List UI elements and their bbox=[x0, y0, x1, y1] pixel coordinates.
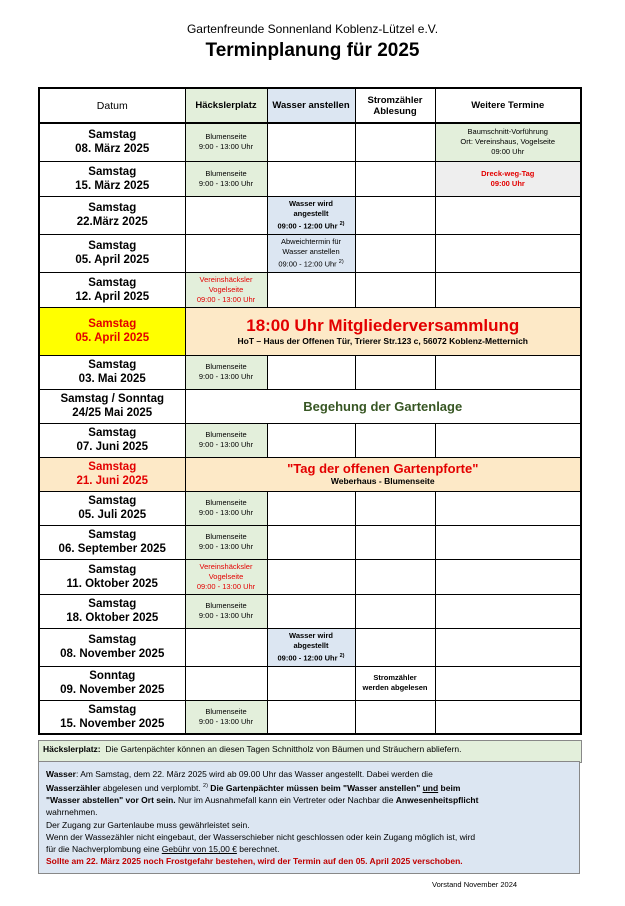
strom-cell bbox=[355, 123, 435, 161]
date-cell: Samstag 08. März 2025 bbox=[39, 123, 185, 161]
table-row bbox=[39, 234, 581, 272]
event-place: Weberhaus - Blumenseite bbox=[330, 476, 435, 486]
strom-cell bbox=[355, 196, 435, 234]
haecksler-cell: Blumenseite 9:00 - 13:00 Uhr bbox=[185, 123, 267, 161]
haecksler-cell: Blumenseite 9:00 - 13:00 Uhr bbox=[185, 700, 267, 734]
date-cell: Samstag 05. April 2025 bbox=[39, 307, 185, 355]
date-cell: Samstag 12. April 2025 bbox=[39, 272, 185, 307]
wasser-cell: Wasser wird abgestellt 09:00 - 12:00 Uhr $^{2)}$ bbox=[267, 628, 355, 666]
strom-cell bbox=[355, 491, 435, 525]
date-cell: Samstag 06. September 2025 bbox=[39, 525, 185, 559]
wasser-note: Wasser: Am Samstag, dem 22. März 2025 wird ab 09.00 Uhr das Wasser angestellt. Dabei werden die Wasserzähler abgelesen und verplombt. $^{2)}$ Die Gartenpächter müssen beim "Wasser anstellen" und beim "Wasser abstellen" vor Ort sein. Nur im Ausnahmefall kann ein Vertreter oder Nachbar die Anwesenheitspflicht wahrnehmen. Der Zugang zur Gartenlaube muss gewährleistet sein. Wenn der Wassezähler nicht eingebaut, der Wasserschieber nicht geschlossen oder kein Zugang möglich ist, wird für die Nachverplombung eine Gebühr von 15,00 € berechnet. Sollte am 22. März 2025 noch Frostgefahr bestehen, wird der Termin auf den 05. April 2025 verschoben. bbox=[38, 761, 580, 874]
table-row bbox=[39, 389, 581, 423]
weitere-cell bbox=[435, 196, 581, 234]
table-row bbox=[39, 123, 581, 161]
strom-cell bbox=[355, 234, 435, 272]
table-row bbox=[39, 700, 581, 734]
strom-cell bbox=[355, 525, 435, 559]
haecksler-cell: Vereinshäcksler Vogelseite 09:00 - 13:00 Uhr bbox=[185, 272, 267, 307]
weitere-cell bbox=[435, 628, 581, 666]
col-strom: Stromzähler Ablesung bbox=[355, 88, 435, 123]
wasser-cell bbox=[267, 594, 355, 628]
table-row bbox=[39, 559, 581, 594]
date-cell: Samstag 05. April 2025 bbox=[39, 234, 185, 272]
event-cell bbox=[185, 457, 581, 491]
strom-cell: Stromzähler werden abgelesen bbox=[355, 666, 435, 700]
table-row bbox=[39, 196, 581, 234]
wasser-cell: Wasser wird angestellt 09:00 - 12:00 Uhr $^{2)}$ bbox=[267, 196, 355, 234]
weitere-cell bbox=[435, 594, 581, 628]
col-datum: Datum bbox=[39, 88, 185, 123]
date-cell: Samstag 03. Mai 2025 bbox=[39, 355, 185, 389]
date-cell: Samstag 05. Juli 2025 bbox=[39, 491, 185, 525]
col-wasser: Wasser anstellen bbox=[267, 88, 355, 123]
table-row bbox=[39, 628, 581, 666]
table-row bbox=[39, 594, 581, 628]
haecksler-cell: Blumenseite 9:00 - 13:00 Uhr bbox=[185, 594, 267, 628]
weitere-cell bbox=[435, 491, 581, 525]
haecksler-cell: Blumenseite 9:00 - 13:00 Uhr bbox=[185, 355, 267, 389]
wasser-cell bbox=[267, 123, 355, 161]
date-cell: Samstag 21. Juni 2025 bbox=[39, 457, 185, 491]
event-cell: Begehung der Gartenlage bbox=[185, 389, 581, 423]
date-cell: Samstag 07. Juni 2025 bbox=[39, 423, 185, 457]
haecksler-cell: Blumenseite 9:00 - 13:00 Uhr bbox=[185, 161, 267, 196]
wasser-cell bbox=[267, 525, 355, 559]
weitere-cell: Baumschnitt-Vorführung Ort: Vereinshaus, Vogelseite 09:00 Uhr bbox=[435, 123, 581, 161]
date-cell: Samstag / Sonntag 24/25 Mai 2025 bbox=[39, 389, 185, 423]
footer: Vorstand November 2024 bbox=[432, 880, 518, 889]
strom-cell bbox=[355, 272, 435, 307]
table-row bbox=[39, 666, 581, 700]
strom-cell bbox=[355, 423, 435, 457]
weitere-cell bbox=[435, 355, 581, 389]
haecksler-cell bbox=[185, 196, 267, 234]
wasser-cell bbox=[267, 355, 355, 389]
weitere-cell: Dreck-weg-Tag 09:00 Uhr bbox=[435, 161, 581, 196]
weitere-cell bbox=[435, 525, 581, 559]
col-haeckslerplatz: Häckslerplatz bbox=[185, 88, 267, 123]
date-cell: Samstag 15. März 2025 bbox=[39, 161, 185, 196]
weitere-cell bbox=[435, 559, 581, 594]
weitere-cell bbox=[435, 272, 581, 307]
col-weitere: Weitere Termine bbox=[435, 88, 581, 123]
table-row bbox=[39, 457, 581, 491]
strom-cell bbox=[355, 700, 435, 734]
strom-cell bbox=[355, 161, 435, 196]
haecksler-cell: Blumenseite 9:00 - 13:00 Uhr bbox=[185, 525, 267, 559]
table-row bbox=[39, 161, 581, 196]
wasser-cell bbox=[267, 491, 355, 525]
table-row bbox=[39, 272, 581, 307]
table-row bbox=[39, 525, 581, 559]
page-title: Terminplanung für 2025 bbox=[205, 40, 420, 61]
haecksler-cell bbox=[185, 666, 267, 700]
date-cell: Samstag 08. November 2025 bbox=[39, 628, 185, 666]
table-row bbox=[39, 423, 581, 457]
haecksler-cell: Vereinshäcksler Vogelseite 09:00 - 13:00 Uhr bbox=[185, 559, 267, 594]
wasser-cell bbox=[267, 666, 355, 700]
weitere-cell bbox=[435, 423, 581, 457]
haecksler-cell bbox=[185, 234, 267, 272]
table-row bbox=[39, 307, 581, 355]
haeckslerplatz-note: Häckslerplatz: Die Gartenpächter können an diesen Tagen Schnittholz von Bäumen und Sträuchern abliefern. bbox=[38, 740, 582, 763]
table-row bbox=[39, 491, 581, 525]
wasser-cell bbox=[267, 700, 355, 734]
haecksler-cell: Blumenseite 9:00 - 13:00 Uhr bbox=[185, 491, 267, 525]
date-cell: Samstag 11. Oktober 2025 bbox=[39, 559, 185, 594]
event-place: HoT – Haus der Offenen Tür, Trierer Str.123 c, 56072 Koblenz-Metternich bbox=[237, 335, 528, 346]
wasser-cell: Abweichtermin für Wasser anstellen 09:00 - 12:00 Uhr $^{2)}$ bbox=[267, 234, 355, 272]
haecksler-cell: Blumenseite 9:00 - 13:00 Uhr bbox=[185, 423, 267, 457]
weitere-cell bbox=[435, 700, 581, 734]
event-cell bbox=[185, 307, 581, 355]
date-cell: Samstag 15. November 2025 bbox=[39, 700, 185, 734]
haecksler-cell bbox=[185, 628, 267, 666]
wasser-cell bbox=[267, 559, 355, 594]
wasser-cell bbox=[267, 423, 355, 457]
table-header-row bbox=[39, 88, 581, 123]
strom-cell bbox=[355, 628, 435, 666]
frost-warning: Sollte am 22. März 2025 noch Frostgefahr bestehen, wird der Termin auf den 05. April 2025 verschoben. bbox=[46, 856, 463, 867]
wasser-cell bbox=[267, 161, 355, 196]
weitere-cell bbox=[435, 234, 581, 272]
event-title: 18:00 Uhr Mitgliederversammlung bbox=[246, 315, 520, 335]
wasser-cell bbox=[267, 272, 355, 307]
date-cell: Samstag 22.März 2025 bbox=[39, 196, 185, 234]
event-title: "Tag der offenen Gartenpforte" bbox=[287, 461, 479, 476]
schedule-table bbox=[38, 87, 582, 735]
strom-cell bbox=[355, 594, 435, 628]
weitere-cell bbox=[435, 666, 581, 700]
strom-cell bbox=[355, 355, 435, 389]
date-cell: Samstag 18. Oktober 2025 bbox=[39, 594, 185, 628]
date-cell: Sonntag 09. November 2025 bbox=[39, 666, 185, 700]
table-row bbox=[39, 355, 581, 389]
strom-cell bbox=[355, 559, 435, 594]
club-name: Gartenfreunde Sonnenland Koblenz-Lützel e.V. bbox=[186, 22, 439, 36]
